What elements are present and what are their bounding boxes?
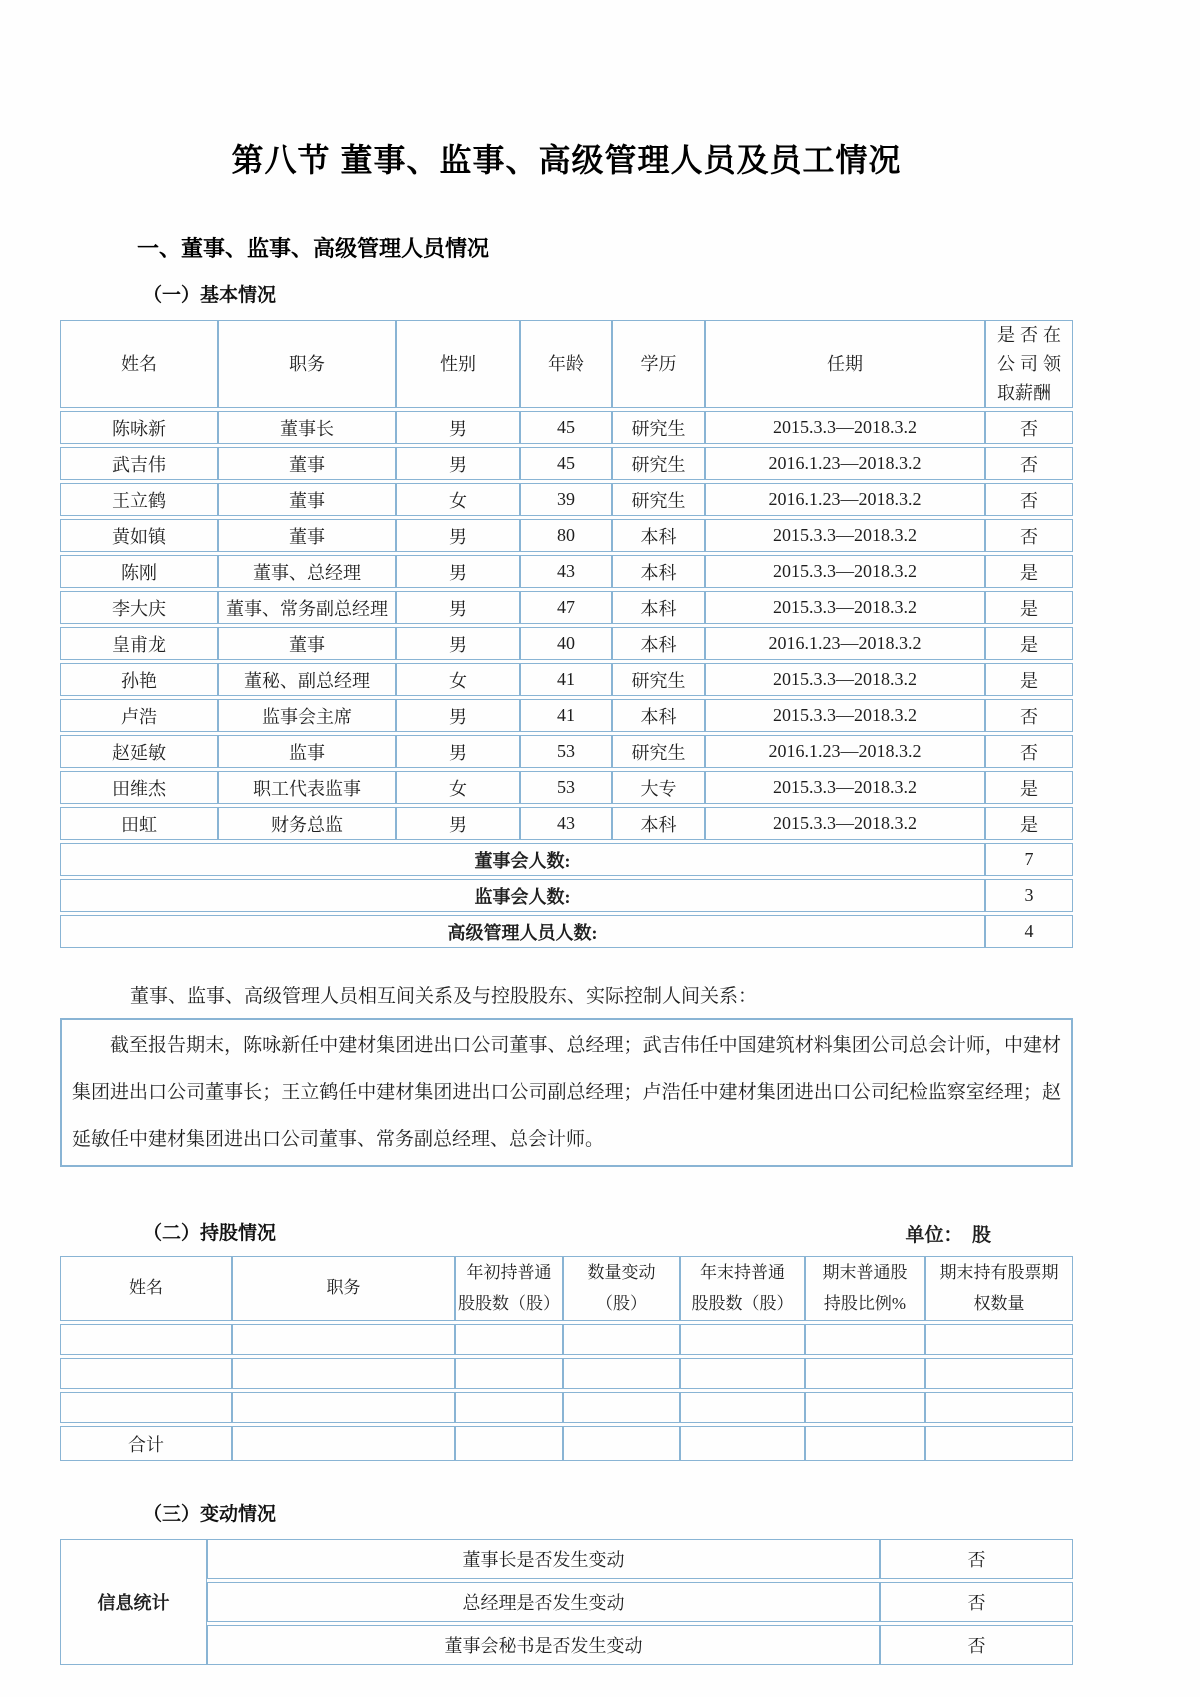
change-item: 董事会秘书是否发生变动: [207, 1625, 880, 1665]
cell: 陈刚: [60, 555, 218, 588]
table-row: [60, 591, 1073, 624]
shareholding-table-body: [60, 1324, 1073, 1461]
column-header: 姓名: [60, 320, 218, 408]
empty-cell: [805, 1358, 925, 1389]
cell: 男: [396, 699, 520, 732]
cell: 男: [396, 807, 520, 840]
cell: 王立鹤: [60, 483, 218, 516]
shareholding-header-row: [60, 1256, 1073, 1321]
cell: 研究生: [612, 447, 705, 480]
cell: 47: [520, 591, 612, 624]
empty-cell: [232, 1324, 455, 1355]
cell: 2015.3.3—2018.3.2: [705, 699, 985, 732]
cell: 是: [985, 555, 1073, 588]
changes-heading: （三）变动情况: [143, 1504, 277, 1526]
summary-value: 3: [985, 879, 1073, 912]
cell: 本科: [612, 699, 705, 732]
cell: 田维杰: [60, 771, 218, 804]
basic-info-heading: （一）基本情况: [143, 285, 277, 307]
table-row: [60, 699, 1073, 732]
empty-cell: [563, 1324, 680, 1355]
column-header: 姓名: [60, 1256, 232, 1321]
column-header: 年初持普通 股股数（股）: [455, 1256, 563, 1321]
empty-cell: [455, 1426, 563, 1461]
empty-cell: [680, 1392, 805, 1423]
basic-table-header-row: [60, 320, 1073, 408]
empty-cell: [680, 1324, 805, 1355]
cell: 研究生: [612, 663, 705, 696]
column-header: 年末持普通 股股数（股）: [680, 1256, 805, 1321]
column-header: 年龄: [520, 320, 612, 408]
cell: 否: [985, 411, 1073, 444]
cell: 2016.1.23—2018.3.2: [705, 627, 985, 660]
cell: 董事、常务副总经理: [218, 591, 396, 624]
empty-cell: [60, 1324, 232, 1355]
change-value: 否: [880, 1625, 1073, 1665]
summary-label: 高级管理人员人数:: [60, 915, 985, 948]
cell: 否: [985, 519, 1073, 552]
cell: 53: [520, 771, 612, 804]
empty-cell: [563, 1426, 680, 1461]
empty-cell: [232, 1426, 455, 1461]
empty-cell: [805, 1324, 925, 1355]
table-row: [60, 627, 1073, 660]
cell: 李大庆: [60, 591, 218, 624]
relationship-textbox: 截至报告期末，陈咏新任中建材集团进出口公司董事、总经理；武吉伟任中国建筑材料集团公司总会计师，中建材集团进出口公司董事长；王立鹤任中建材集团进出口公司副总经理；卢浩任中建材集团进出口公司纪检监察室经理；赵延敏任中建材集团进出口公司董事、常务副总经理、总会计师。: [60, 1018, 1073, 1167]
shareholding-table: [60, 1253, 1073, 1464]
cell: 女: [396, 663, 520, 696]
empty-cell: [680, 1426, 805, 1461]
table-row: [60, 519, 1073, 552]
change-value: 否: [880, 1539, 1073, 1579]
empty-cell: [232, 1358, 455, 1389]
cell: 董事、总经理: [218, 555, 396, 588]
cell: 研究生: [612, 735, 705, 768]
empty-cell: [455, 1324, 563, 1355]
empty-cell: [925, 1392, 1073, 1423]
summary-value: 7: [985, 843, 1073, 876]
table-row: [60, 411, 1073, 444]
change-row: [60, 1539, 1073, 1579]
empty-cell: [805, 1392, 925, 1423]
column-header: 是否在公司领取薪酬: [985, 320, 1073, 408]
change-row: [60, 1625, 1073, 1665]
cell: 本科: [612, 807, 705, 840]
cell: 监事: [218, 735, 396, 768]
cell: 武吉伟: [60, 447, 218, 480]
changes-table-body: [60, 1539, 1073, 1665]
summary-label: 董事会人数:: [60, 843, 985, 876]
cell: 否: [985, 483, 1073, 516]
row-group-header: 信息统计: [60, 1539, 207, 1665]
cell: 本科: [612, 555, 705, 588]
changes-table: [60, 1536, 1073, 1668]
total-label: 合计: [60, 1426, 232, 1461]
empty-cell: [455, 1358, 563, 1389]
cell: 39: [520, 483, 612, 516]
cell: 男: [396, 447, 520, 480]
empty-row: [60, 1324, 1073, 1355]
total-row: [60, 1426, 1073, 1461]
cell: 41: [520, 699, 612, 732]
table-row: [60, 483, 1073, 516]
cell: 董秘、副总经理: [218, 663, 396, 696]
cell: 45: [520, 447, 612, 480]
cell: 2015.3.3—2018.3.2: [705, 555, 985, 588]
unit-label: 单位： 股: [905, 1225, 991, 1247]
cell: 董事: [218, 519, 396, 552]
summary-row: [60, 843, 1073, 876]
empty-row: [60, 1392, 1073, 1423]
cell: 本科: [612, 519, 705, 552]
cell: 男: [396, 735, 520, 768]
cell: 是: [985, 807, 1073, 840]
cell: 2016.1.23—2018.3.2: [705, 483, 985, 516]
cell: 2015.3.3—2018.3.2: [705, 807, 985, 840]
cell: 赵延敏: [60, 735, 218, 768]
empty-cell: [925, 1324, 1073, 1355]
relationship-lead: 董事、监事、高级管理人员相互间关系及与控股股东、实际控制人间关系：: [130, 986, 758, 1008]
table-row: [60, 555, 1073, 588]
cell: 否: [985, 735, 1073, 768]
column-header: 性别: [396, 320, 520, 408]
change-item: 董事长是否发生变动: [207, 1539, 880, 1579]
change-item: 总经理是否发生变动: [207, 1582, 880, 1622]
cell: 董事长: [218, 411, 396, 444]
cell: 孙艳: [60, 663, 218, 696]
cell: 本科: [612, 627, 705, 660]
summary-row: [60, 879, 1073, 912]
cell: 董事: [218, 447, 396, 480]
empty-cell: [805, 1426, 925, 1461]
cell: 皇甫龙: [60, 627, 218, 660]
empty-row: [60, 1358, 1073, 1389]
table-row: [60, 447, 1073, 480]
column-header: 任期: [705, 320, 985, 408]
cell: 男: [396, 411, 520, 444]
summary-label: 监事会人数:: [60, 879, 985, 912]
table-row: [60, 735, 1073, 768]
basic-info-table-body: [60, 411, 1073, 948]
cell: 是: [985, 591, 1073, 624]
change-value: 否: [880, 1582, 1073, 1622]
cell: 陈咏新: [60, 411, 218, 444]
cell: 男: [396, 519, 520, 552]
section-heading: 一、董事、监事、高级管理人员情况: [137, 235, 490, 261]
cell: 80: [520, 519, 612, 552]
table-row: [60, 807, 1073, 840]
cell: 董事: [218, 627, 396, 660]
page-content: [60, 0, 1073, 1668]
cell: 田虹: [60, 807, 218, 840]
cell: 研究生: [612, 411, 705, 444]
basic-info-table: [60, 317, 1073, 951]
empty-cell: [925, 1426, 1073, 1461]
cell: 监事会主席: [218, 699, 396, 732]
empty-cell: [232, 1392, 455, 1423]
table-row: [60, 663, 1073, 696]
cell: 41: [520, 663, 612, 696]
cell: 40: [520, 627, 612, 660]
cell: 2016.1.23—2018.3.2: [705, 735, 985, 768]
cell: 43: [520, 555, 612, 588]
column-header: 期末普通股 持股比例%: [805, 1256, 925, 1321]
empty-cell: [563, 1358, 680, 1389]
cell: 2015.3.3—2018.3.2: [705, 411, 985, 444]
cell: 男: [396, 555, 520, 588]
cell: 53: [520, 735, 612, 768]
cell: 黄如镇: [60, 519, 218, 552]
summary-row: [60, 915, 1073, 948]
cell: 卢浩: [60, 699, 218, 732]
table-row: [60, 771, 1073, 804]
cell: 45: [520, 411, 612, 444]
cell: 是: [985, 663, 1073, 696]
change-row: [60, 1582, 1073, 1622]
empty-cell: [60, 1358, 232, 1389]
column-header: 职务: [232, 1256, 455, 1321]
column-header: 学历: [612, 320, 705, 408]
cell: 女: [396, 483, 520, 516]
cell: 2015.3.3—2018.3.2: [705, 519, 985, 552]
cell: 43: [520, 807, 612, 840]
cell: 本科: [612, 591, 705, 624]
page-title: 第八节 董事、监事、高级管理人员及员工情况: [231, 142, 902, 178]
cell: 男: [396, 591, 520, 624]
summary-value: 4: [985, 915, 1073, 948]
empty-cell: [563, 1392, 680, 1423]
cell: 否: [985, 447, 1073, 480]
cell: 2016.1.23—2018.3.2: [705, 447, 985, 480]
column-header: 职务: [218, 320, 396, 408]
cell: 2015.3.3—2018.3.2: [705, 591, 985, 624]
column-header: 数量变动 （股）: [563, 1256, 680, 1321]
cell: 财务总监: [218, 807, 396, 840]
shareholding-heading-row: [60, 1201, 1073, 1253]
cell: 2015.3.3—2018.3.2: [705, 771, 985, 804]
cell: 男: [396, 627, 520, 660]
cell: 2015.3.3—2018.3.2: [705, 663, 985, 696]
cell: 是: [985, 771, 1073, 804]
cell: 大专: [612, 771, 705, 804]
cell: 董事: [218, 483, 396, 516]
empty-cell: [680, 1358, 805, 1389]
column-header: 期末持有股票期 权数量: [925, 1256, 1073, 1321]
empty-cell: [925, 1358, 1073, 1389]
cell: 女: [396, 771, 520, 804]
cell: 是: [985, 627, 1073, 660]
shareholding-heading: （二）持股情况: [143, 1223, 277, 1245]
empty-cell: [60, 1392, 232, 1423]
cell: 否: [985, 699, 1073, 732]
cell: 研究生: [612, 483, 705, 516]
empty-cell: [455, 1392, 563, 1423]
cell: 职工代表监事: [218, 771, 396, 804]
